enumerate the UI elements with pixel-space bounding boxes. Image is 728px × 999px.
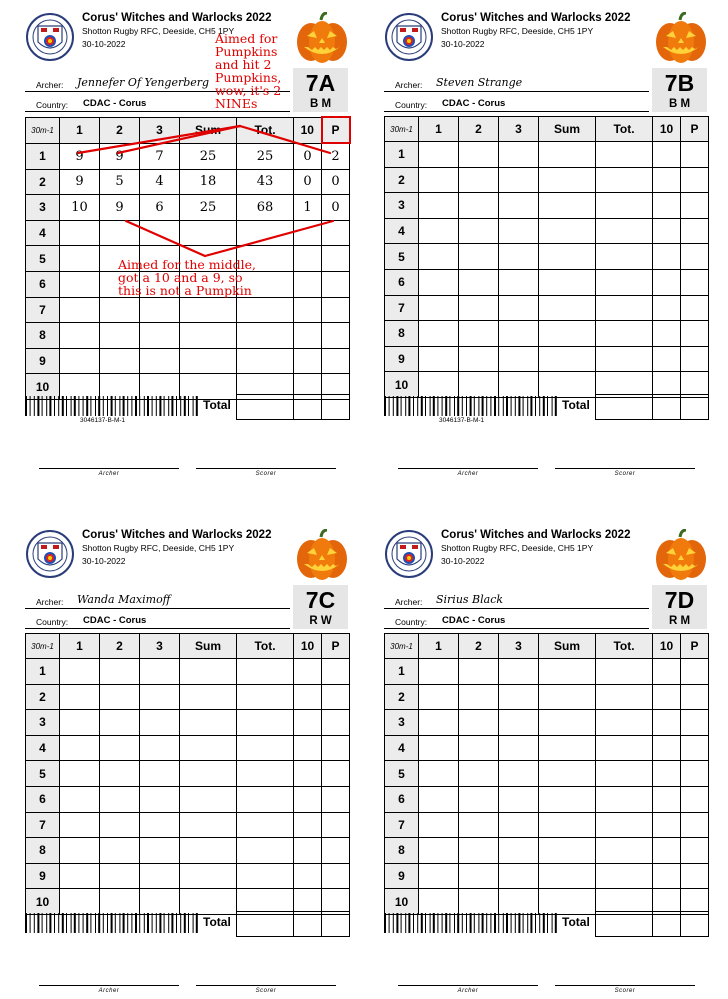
- country-label: Country:: [395, 100, 428, 110]
- column-header: P: [681, 117, 709, 142]
- end-number: 5: [26, 246, 60, 272]
- score-cell[interactable]: [681, 786, 709, 812]
- score-cell[interactable]: [653, 761, 681, 787]
- column-header: 3: [140, 634, 180, 659]
- score-cell[interactable]: 0: [322, 195, 350, 221]
- end-number: 1: [385, 659, 419, 685]
- total-p-box[interactable]: [321, 911, 350, 937]
- score-cell[interactable]: [100, 761, 140, 787]
- score-cell[interactable]: 4: [140, 169, 180, 195]
- country-label: Country:: [395, 617, 428, 627]
- score-cell[interactable]: [237, 863, 294, 889]
- score-cell[interactable]: [459, 838, 499, 864]
- column-header: 1: [60, 117, 100, 143]
- end-number: 3: [385, 193, 419, 219]
- score-cell[interactable]: [596, 838, 653, 864]
- score-cell[interactable]: [459, 761, 499, 787]
- score-cell[interactable]: [596, 863, 653, 889]
- column-header: Sum: [539, 634, 596, 659]
- score-cell[interactable]: [681, 838, 709, 864]
- end-number: 3: [26, 710, 60, 736]
- end-number: 7: [385, 295, 419, 321]
- total-label: Total: [562, 398, 590, 412]
- archer-name: Wanda Maximoff: [77, 593, 171, 606]
- scorer-signature-line[interactable]: Scorer: [196, 985, 336, 994]
- score-row: [385, 863, 709, 889]
- end-number: 3: [385, 710, 419, 736]
- end-number: 4: [26, 735, 60, 761]
- score-cell[interactable]: [539, 838, 596, 864]
- score-row: [26, 812, 350, 838]
- archer-class: B M: [309, 98, 332, 110]
- archer-signature-line[interactable]: Archer: [398, 985, 538, 994]
- score-cell[interactable]: 25: [180, 143, 237, 169]
- score-cell[interactable]: [237, 812, 294, 838]
- column-header: Tot.: [596, 634, 653, 659]
- score-cell[interactable]: [419, 786, 459, 812]
- score-cell[interactable]: [419, 761, 459, 787]
- score-cell[interactable]: [322, 812, 350, 838]
- event-date: 30-10-2022: [441, 39, 485, 49]
- score-cell[interactable]: [681, 812, 709, 838]
- end-number: 8: [385, 838, 419, 864]
- archer-name: Sirius Black: [436, 593, 504, 606]
- score-cell[interactable]: [681, 761, 709, 787]
- score-cell[interactable]: [140, 863, 180, 889]
- end-number: 6: [385, 786, 419, 812]
- target-boss: 7D: [664, 587, 695, 613]
- score-cell[interactable]: 1: [294, 195, 322, 221]
- total-box[interactable]: [236, 911, 294, 937]
- score-cell[interactable]: [596, 786, 653, 812]
- score-cell[interactable]: [459, 889, 499, 915]
- end-number: 6: [26, 786, 60, 812]
- total-label: Total: [203, 398, 231, 412]
- score-cell[interactable]: [653, 786, 681, 812]
- score-cell[interactable]: [459, 863, 499, 889]
- end-number: 2: [385, 684, 419, 710]
- end-number: 10: [26, 889, 60, 915]
- event-venue: Shotton Rugby RFC, Deeside, CH5 1PY: [441, 543, 594, 553]
- archer-class: R M: [668, 615, 691, 627]
- score-cell[interactable]: [180, 838, 237, 864]
- score-cell[interactable]: [180, 812, 237, 838]
- column-header: 3: [499, 634, 539, 659]
- column-header: 30m-1: [385, 634, 419, 659]
- scorer-signature-line[interactable]: Scorer: [555, 985, 695, 994]
- archer-class: R W: [309, 615, 332, 627]
- middle-annotation: Aimed for the middle, got a 10 and a 9, so this is not a Pumpkin: [118, 257, 257, 298]
- end-number: 2: [385, 167, 419, 193]
- score-cell[interactable]: [539, 761, 596, 787]
- end-number: 10: [385, 372, 419, 398]
- score-cell[interactable]: [499, 838, 539, 864]
- target-boss: 7B: [664, 70, 695, 96]
- barcode: [25, 913, 200, 933]
- score-cell[interactable]: [294, 761, 322, 787]
- event-date: 30-10-2022: [82, 39, 126, 49]
- event-title: Corus' Witches and Warlocks 2022: [441, 529, 631, 541]
- column-header: 10: [294, 634, 322, 659]
- score-cell[interactable]: [140, 889, 180, 915]
- score-cell[interactable]: 7: [140, 143, 180, 169]
- score-cell[interactable]: [499, 889, 539, 915]
- column-header: 3: [499, 117, 539, 142]
- score-cell[interactable]: [100, 838, 140, 864]
- event-title: Corus' Witches and Warlocks 2022: [82, 529, 272, 541]
- score-cell[interactable]: [60, 838, 100, 864]
- column-header: 10: [294, 117, 322, 143]
- end-number: 7: [26, 297, 60, 323]
- end-number: 2: [26, 169, 60, 195]
- end-number: 8: [385, 321, 419, 347]
- archer-name: Steven Strange: [436, 76, 523, 89]
- score-cell[interactable]: [539, 812, 596, 838]
- barcode-text: 3046137-B-M-1: [439, 417, 485, 424]
- column-header: 1: [60, 634, 100, 659]
- score-cell[interactable]: 0: [322, 169, 350, 195]
- score-cell[interactable]: [294, 838, 322, 864]
- score-cell[interactable]: 5: [100, 169, 140, 195]
- event-title: Corus' Witches and Warlocks 2022: [82, 12, 272, 24]
- score-row: [26, 761, 350, 787]
- score-cell[interactable]: [653, 838, 681, 864]
- score-cell[interactable]: 18: [180, 169, 237, 195]
- score-cell[interactable]: [419, 838, 459, 864]
- total-10-box[interactable]: [652, 911, 681, 937]
- event-venue: Shotton Rugby RFC, Deeside, CH5 1PY: [82, 543, 235, 553]
- end-number: 1: [385, 142, 419, 168]
- column-header: 2: [100, 117, 140, 143]
- score-cell[interactable]: [180, 786, 237, 812]
- end-number: 8: [26, 838, 60, 864]
- event-title: Corus' Witches and Warlocks 2022: [441, 12, 631, 24]
- score-cell[interactable]: [419, 863, 459, 889]
- scorer-signature-line[interactable]: Scorer: [555, 468, 695, 477]
- pumpkins-annotation: Aimed for Pumpkins and hit 2 Pumpkins, wow, it's 2 NINEs: [215, 31, 282, 111]
- score-cell[interactable]: 9: [60, 169, 100, 195]
- score-cell[interactable]: [237, 786, 294, 812]
- score-cell[interactable]: [459, 786, 499, 812]
- score-cell[interactable]: [539, 863, 596, 889]
- end-number: 1: [26, 143, 60, 169]
- barcode-text: 3046137-B-M-1: [80, 417, 126, 424]
- end-number: 6: [26, 271, 60, 297]
- score-cell[interactable]: [100, 786, 140, 812]
- score-cell[interactable]: [539, 786, 596, 812]
- event-date: 30-10-2022: [441, 556, 485, 566]
- score-cell[interactable]: [140, 812, 180, 838]
- end-number: 6: [385, 269, 419, 295]
- event-date: 30-10-2022: [82, 556, 126, 566]
- score-cell[interactable]: [180, 761, 237, 787]
- score-cell[interactable]: 9: [100, 195, 140, 221]
- score-cell[interactable]: [499, 812, 539, 838]
- end-number: 4: [385, 218, 419, 244]
- end-number: 5: [385, 761, 419, 787]
- score-cell[interactable]: [100, 863, 140, 889]
- end-number: 7: [26, 812, 60, 838]
- total-box[interactable]: [595, 911, 653, 937]
- end-number: 2: [26, 684, 60, 710]
- score-cell[interactable]: [322, 786, 350, 812]
- column-header: 30m-1: [26, 117, 60, 143]
- score-cell[interactable]: [60, 812, 100, 838]
- column-header: Tot.: [237, 117, 294, 143]
- score-cell[interactable]: [539, 889, 596, 915]
- score-row: [26, 786, 350, 812]
- score-row: [385, 761, 709, 787]
- score-cell[interactable]: [180, 889, 237, 915]
- score-row: [385, 812, 709, 838]
- score-cell[interactable]: 25: [237, 143, 294, 169]
- column-header: 30m-1: [385, 117, 419, 142]
- score-cell[interactable]: [322, 761, 350, 787]
- score-cell[interactable]: [653, 812, 681, 838]
- score-cell[interactable]: [419, 812, 459, 838]
- score-cell[interactable]: 0: [294, 143, 322, 169]
- column-header: 2: [459, 117, 499, 142]
- archer-label: Archer:: [36, 597, 64, 607]
- score-cell[interactable]: [322, 863, 350, 889]
- column-header: P: [322, 634, 350, 659]
- score-row: [385, 786, 709, 812]
- score-cell[interactable]: [459, 812, 499, 838]
- score-cell[interactable]: [140, 761, 180, 787]
- score-cell[interactable]: 0: [294, 169, 322, 195]
- country-label: Country:: [36, 617, 69, 627]
- end-number: 10: [26, 374, 60, 400]
- score-cell[interactable]: [100, 812, 140, 838]
- barcode: [384, 913, 559, 933]
- score-cell[interactable]: [499, 863, 539, 889]
- score-row: [385, 838, 709, 864]
- country-label: Country:: [36, 100, 69, 110]
- score-cell[interactable]: [294, 786, 322, 812]
- archer-label: Archer:: [395, 80, 423, 90]
- country-value: CDAC - Corus: [442, 98, 506, 109]
- score-cell[interactable]: [237, 761, 294, 787]
- end-number: 9: [385, 863, 419, 889]
- total-label: Total: [203, 915, 231, 929]
- score-cell[interactable]: [140, 786, 180, 812]
- end-number: 3: [26, 195, 60, 221]
- country-value: CDAC - Corus: [83, 615, 147, 626]
- total-10-box[interactable]: [293, 911, 322, 937]
- score-cell[interactable]: [499, 761, 539, 787]
- score-cell[interactable]: [419, 889, 459, 915]
- score-cell[interactable]: [596, 812, 653, 838]
- end-number: 5: [385, 244, 419, 270]
- end-number: 9: [385, 346, 419, 372]
- column-header: Tot.: [596, 117, 653, 142]
- archer-signature-line[interactable]: Archer: [398, 468, 538, 477]
- score-cell[interactable]: [60, 889, 100, 915]
- column-header: 2: [459, 634, 499, 659]
- score-cell[interactable]: 6: [140, 195, 180, 221]
- score-cell[interactable]: [322, 838, 350, 864]
- score-cell[interactable]: [100, 889, 140, 915]
- score-row: [26, 838, 350, 864]
- end-number: 4: [26, 220, 60, 246]
- scorer-signature-line[interactable]: Scorer: [196, 468, 336, 477]
- event-venue: Shotton Rugby RFC, Deeside, CH5 1PY: [441, 26, 594, 36]
- end-number: 5: [26, 761, 60, 787]
- country-value: CDAC - Corus: [83, 98, 147, 109]
- country-value: CDAC - Corus: [442, 615, 506, 626]
- total-p-box[interactable]: [680, 911, 709, 937]
- score-cell[interactable]: [237, 838, 294, 864]
- column-header: Sum: [180, 634, 237, 659]
- score-cell[interactable]: [653, 863, 681, 889]
- column-header: 10: [653, 634, 681, 659]
- column-header: 30m-1: [26, 634, 60, 659]
- score-cell[interactable]: 10: [60, 195, 100, 221]
- score-cell[interactable]: [60, 863, 100, 889]
- event-venue: Shotton Rugby RFC, Deeside, CH5 1PY: [82, 26, 235, 36]
- column-header: Sum: [180, 117, 237, 143]
- archer-name: Jennefer Of Yengerberg: [77, 76, 210, 89]
- score-cell[interactable]: [294, 863, 322, 889]
- target-boss: 7A: [305, 70, 336, 96]
- score-row: [26, 863, 350, 889]
- end-number: 4: [385, 735, 419, 761]
- end-number: 1: [26, 659, 60, 685]
- end-number: 9: [26, 348, 60, 374]
- column-header: 1: [419, 117, 459, 142]
- column-header: 1: [419, 634, 459, 659]
- column-header: 10: [653, 117, 681, 142]
- score-cell[interactable]: 9: [100, 143, 140, 169]
- archer-label: Archer:: [36, 80, 64, 90]
- column-header: Sum: [539, 117, 596, 142]
- archer-signature-line[interactable]: Archer: [39, 985, 179, 994]
- column-header: P: [681, 634, 709, 659]
- score-cell[interactable]: [294, 812, 322, 838]
- target-boss: 7C: [305, 587, 336, 613]
- score-cell[interactable]: 2: [322, 143, 350, 169]
- end-number: 9: [26, 863, 60, 889]
- score-cell[interactable]: [596, 761, 653, 787]
- score-cell[interactable]: [681, 863, 709, 889]
- column-header: Tot.: [237, 634, 294, 659]
- end-number: 7: [385, 812, 419, 838]
- column-header: P: [322, 117, 350, 143]
- column-header: 3: [140, 117, 180, 143]
- end-number: 8: [26, 323, 60, 349]
- score-cell[interactable]: [180, 863, 237, 889]
- score-cell[interactable]: [499, 786, 539, 812]
- score-cell[interactable]: 43: [237, 169, 294, 195]
- archer-class: B M: [668, 98, 691, 110]
- score-cell[interactable]: [60, 761, 100, 787]
- column-header: 2: [100, 634, 140, 659]
- end-number: 10: [385, 889, 419, 915]
- score-cell[interactable]: 68: [237, 195, 294, 221]
- score-cell[interactable]: 9: [60, 143, 100, 169]
- score-cell[interactable]: [140, 838, 180, 864]
- score-cell[interactable]: 25: [180, 195, 237, 221]
- archer-signature-line[interactable]: Archer: [39, 468, 179, 477]
- score-cell[interactable]: [60, 786, 100, 812]
- archer-label: Archer:: [395, 597, 423, 607]
- total-label: Total: [562, 915, 590, 929]
